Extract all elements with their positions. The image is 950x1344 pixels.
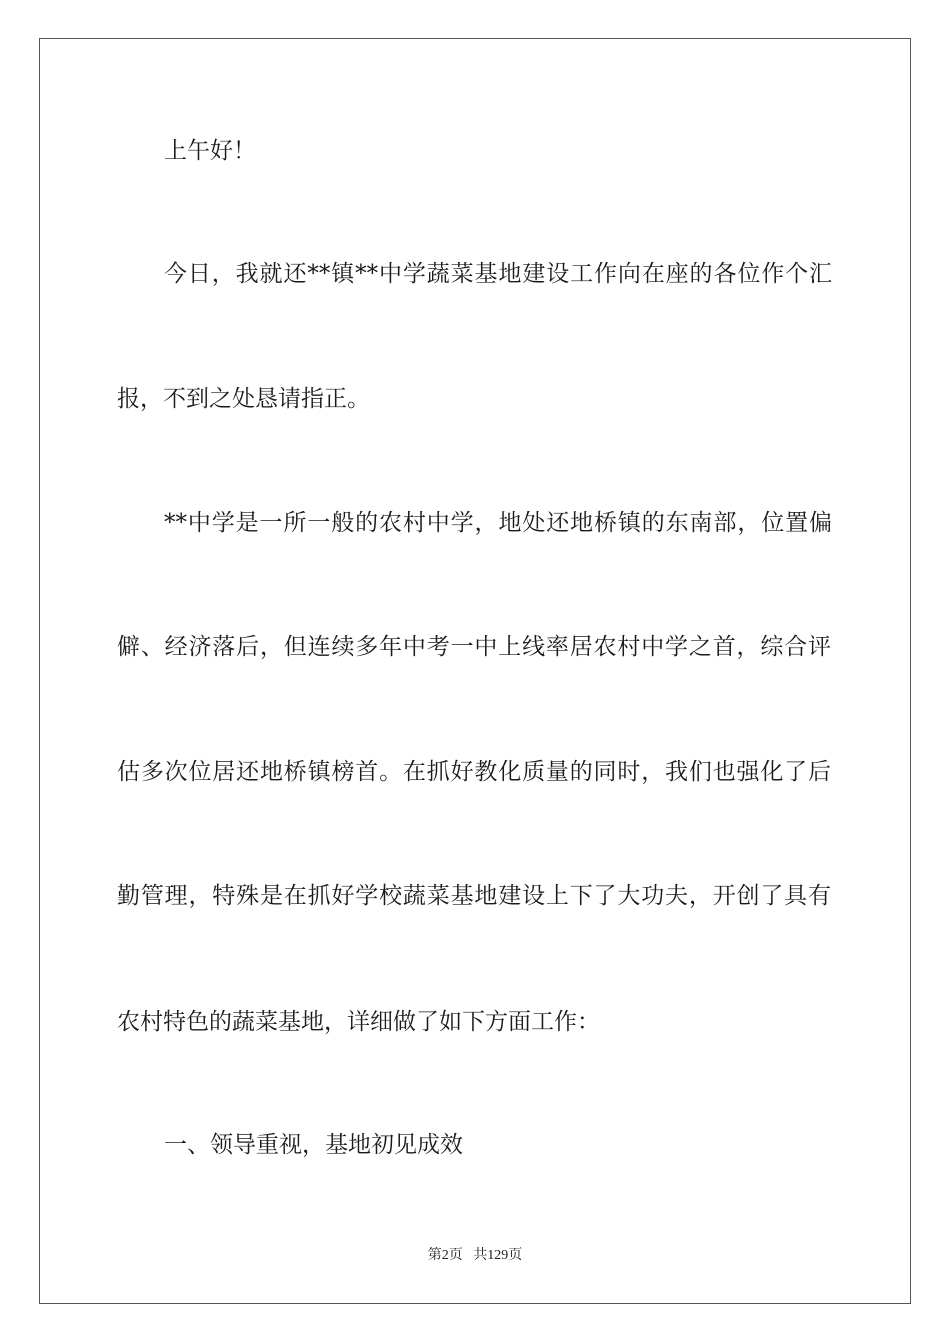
page-footer bbox=[0, 1246, 950, 1266]
paragraph-2-line-2: 僻、经济落后，但连续多年中考一中上线率居农村中学之首，综合评 bbox=[117, 634, 831, 660]
greeting-line: 上午好！ bbox=[164, 138, 256, 164]
paragraph-2-line-4: 勤管理，特殊是在抓好学校蔬菜基地建设上下了大功夫，开创了具有 bbox=[117, 883, 831, 909]
section-heading: 一、领导重视，基地初见成效 bbox=[164, 1132, 463, 1158]
paragraph-2-line-5: 农村特色的蔬菜基地，详细做了如下方面工作： bbox=[117, 1009, 600, 1035]
paragraph-2-line-1: **中学是一所一般的农村中学，地处还地桥镇的东南部，位置偏 bbox=[164, 510, 832, 536]
page-total: 共129页 bbox=[473, 1248, 523, 1263]
paragraph-2-line-3: 估多次位居还地桥镇榜首。在抓好教化质量的同时，我们也强化了后 bbox=[117, 759, 831, 785]
page-number: 第2页 bbox=[427, 1248, 463, 1263]
paragraph-1-line-2: 报，不到之处恳请指正。 bbox=[117, 386, 370, 412]
paragraph-1-line-1: 今日，我就还**镇**中学蔬菜基地建设工作向在座的各位作个汇 bbox=[164, 261, 832, 287]
page-border bbox=[39, 38, 911, 1304]
